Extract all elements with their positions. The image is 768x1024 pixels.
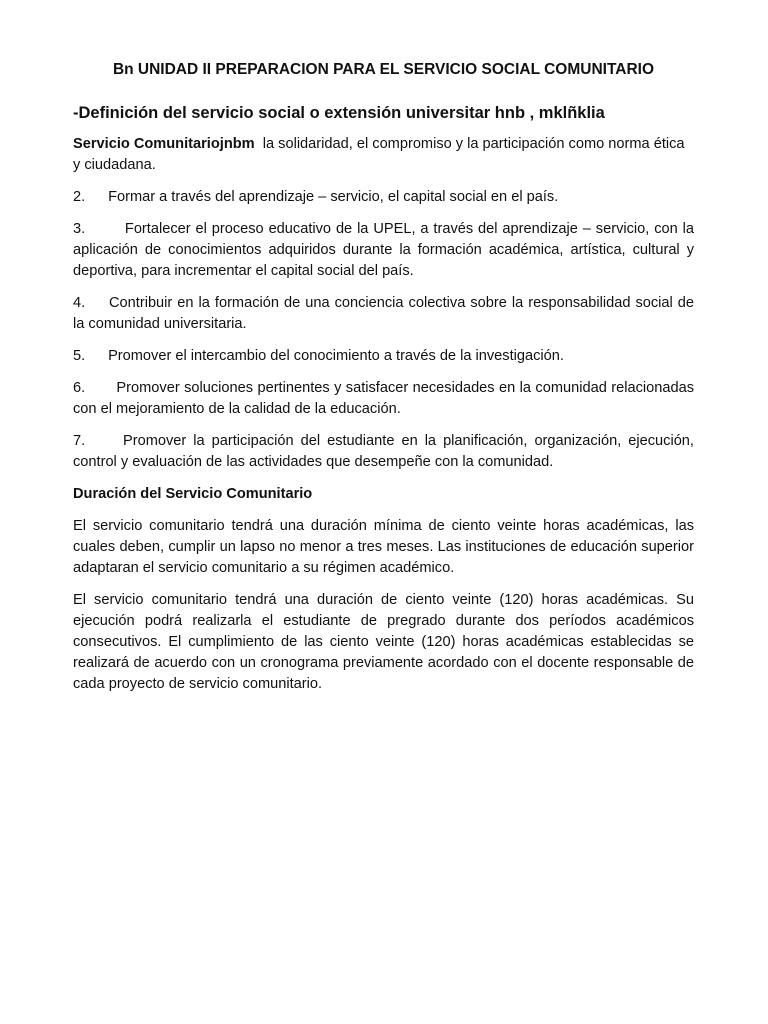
- list-item-number: 5.: [73, 348, 86, 364]
- document-page: [73, 60, 694, 706]
- intro-bold-lead: Servicio Comunitariojnbm: [73, 136, 255, 152]
- duration-paragraph: El servicio comunitario tendrá una duración de ciento veinte (120) horas académicas. Su ejecución podrá realizarla el estudiante de pregrado durante dos períodos académicos consecutivos. El cumplimiento de las ciento veinte (120) horas académicas establecidas se realizará de acuerdo con un cronograma previamente acordado con el docente responsable de cada proyecto de servicio comunitario.: [73, 592, 694, 692]
- list-item-number: 4.: [73, 295, 86, 311]
- list-item-text: Contribuir en la formación de una conciencia colectiva sobre la responsabilidad social de la comunidad universitaria.: [73, 295, 694, 332]
- list-item-text: Formar a través del aprendizaje – servicio, el capital social en el país.: [108, 189, 559, 205]
- list-item: [73, 346, 694, 367]
- list-item-text: Promover el intercambio del conocimiento a través de la investigación.: [108, 348, 564, 364]
- duration-heading: Duración del Servicio Comunitario: [73, 486, 313, 502]
- document-title: Bn UNIDAD II PREPARACION PARA EL SERVICIO SOCIAL COMUNITARIO: [112, 61, 655, 78]
- list-item-text: Promover la participación del estudiante en la planificación, organización, ejecución, control y evaluación de las actividades que desempeñe con la comunidad.: [73, 433, 694, 470]
- document-subtitle: -Definición del servicio social o extensión universitar hnb , mklñklia: [73, 104, 605, 122]
- duration-paragraph: El servicio comunitario tendrá una duración mínima de ciento veinte horas académicas, las cuales deben, cumplir un lapso no menor a tres meses. Las instituciones de educación superior adaptaran el servicio comunitario a su régimen académico.: [73, 518, 694, 576]
- list-item: [73, 293, 694, 335]
- list-item: [73, 219, 694, 282]
- list-item-number: 3.: [73, 221, 86, 237]
- list-item-number: 6.: [73, 380, 86, 396]
- intro-paragraph: [73, 134, 694, 176]
- list-item-text: Promover soluciones pertinentes y satisfacer necesidades en la comunidad relacionadas con el mejoramiento de la calidad de la educación.: [73, 380, 694, 417]
- list-item: [73, 187, 694, 208]
- list-item: [73, 378, 694, 420]
- list-item-number: 7.: [73, 433, 86, 449]
- list-item-text: Fortalecer el proceso educativo de la UPEL, a través del aprendizaje – servicio, con la aplicación de conocimientos adquiridos durante la formación académica, artística, cultural y deportiva, para incrementar el capital social del país.: [73, 221, 694, 279]
- list-item: [73, 431, 694, 473]
- list-item-number: 2.: [73, 189, 86, 205]
- intro-text: la solidaridad, el compromiso y la participación como norma ética y ciudadana.: [73, 136, 689, 173]
